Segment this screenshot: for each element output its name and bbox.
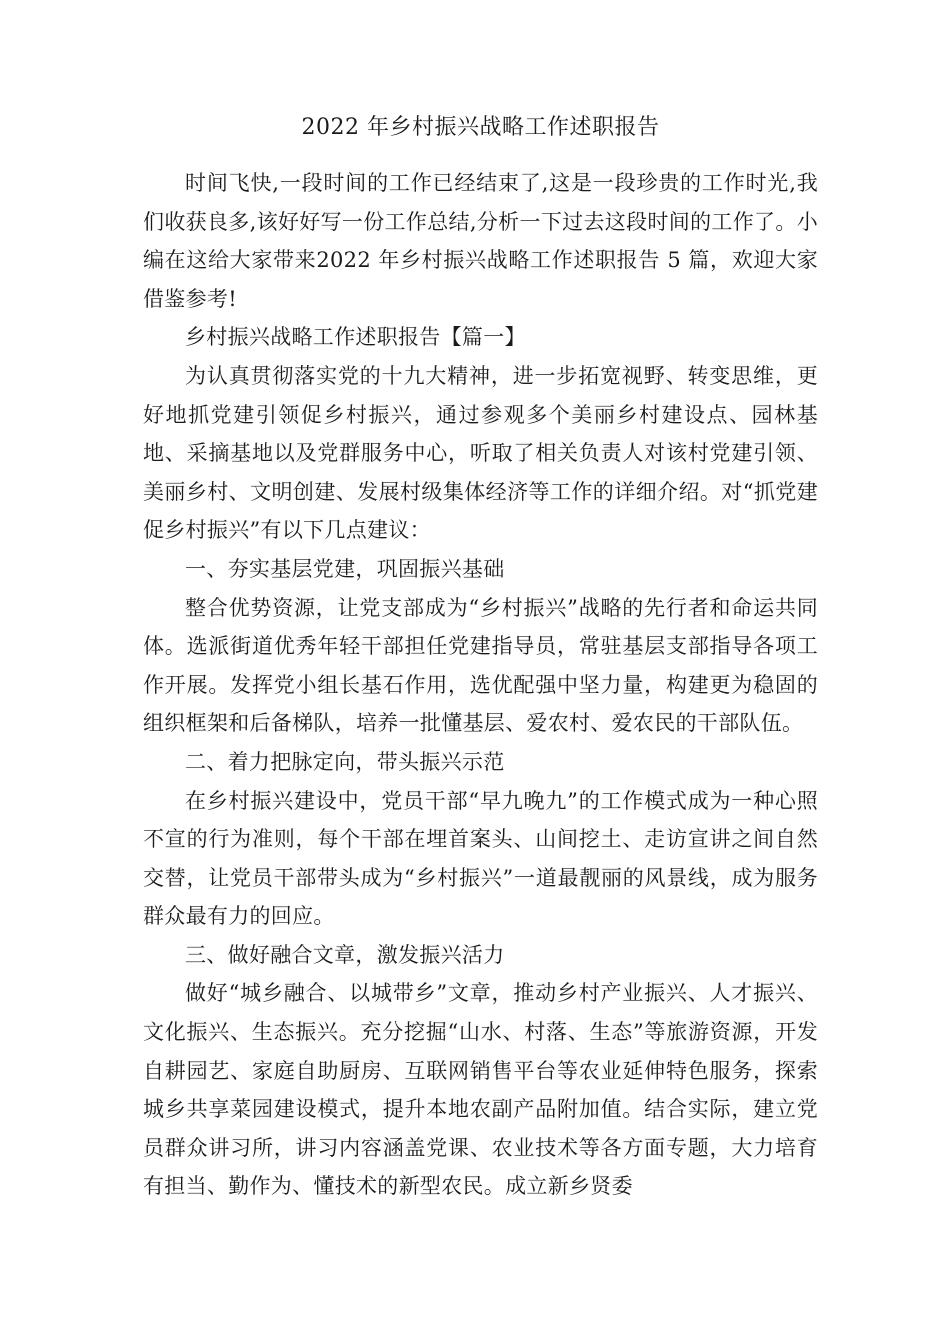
- intro-paragraph: 时间飞快,一段时间的工作已经结束了,这是一段珍贵的工作时光,我们收获良多,该好好写一份工作总结,分析一下过去这段时间的工作了。小编在这给大家带来2022 年乡村振兴战略工作述职报告 5 篇，欢迎大家借鉴参考!: [143, 171, 818, 311]
- body-paragraph-1: 为认真贯彻落实党的十九大精神，进一步拓宽视野、转变思维，更好地抓党建引领促乡村振兴，通过参观多个美丽乡村建设点、园林基地、采摘基地以及党群服务中心，听取了相关负责人对该村党建引领、美丽乡村、文明创建、发展村级集体经济等工作的详细介绍。对“抓党建促乡村振兴”有以下几点建议：: [143, 363, 818, 543]
- section-heading-2: 二、着力把脉定向，带头振兴示范: [185, 749, 505, 774]
- section-heading-3: 三、做好融合文章，激发振兴活力: [185, 942, 505, 967]
- body-paragraph-3: 在乡村振兴建设中，党员干部“早九晚九”的工作模式成为一种心照不宣的行为准则，每个干部在埋首案头、山间挖土、走访宣讲之间自然交替，让党员干部带头成为“乡村振兴”一道最靓丽的风景线，成为服务群众最有力的回应。: [143, 788, 818, 929]
- body-paragraph-2: 整合优势资源，让党支部成为“乡村振兴”战略的先行者和命运共同体。选派街道优秀年轻干部担任党建指导员，常驻基层支部指导各项工作开展。发挥党小组长基石作用，选优配强中坚力量，构建更为稳固的组织框架和后备梯队，培养一批懂基层、爱农村、爱农民的干部队伍。: [143, 595, 818, 736]
- section-heading-1: 一、夯实基层党建，巩固振兴基础: [185, 556, 505, 581]
- section-title: 乡村振兴战略工作述职报告【篇一】: [185, 325, 526, 350]
- document-page: [143, 100, 818, 1206]
- document-title: 2022 年乡村振兴战略工作述职报告: [301, 115, 660, 140]
- body-paragraph-4: 做好“城乡融合、以城带乡”文章，推动乡村产业振兴、人才振兴、文化振兴、生态振兴。充分挖掘“山水、村落、生态”等旅游资源，开发自耕园艺、家庭自助厨房、互联网销售平台等农业延伸特色服务，探索城乡共享菜园建设模式，提升本地农副产品附加值。结合实际，建立党员群众讲习所，讲习内容涵盖党课、农业技术等各方面专题，大力培育有担当、勤作为、懂技术的新型农民。成立新乡贤委: [143, 981, 818, 1199]
